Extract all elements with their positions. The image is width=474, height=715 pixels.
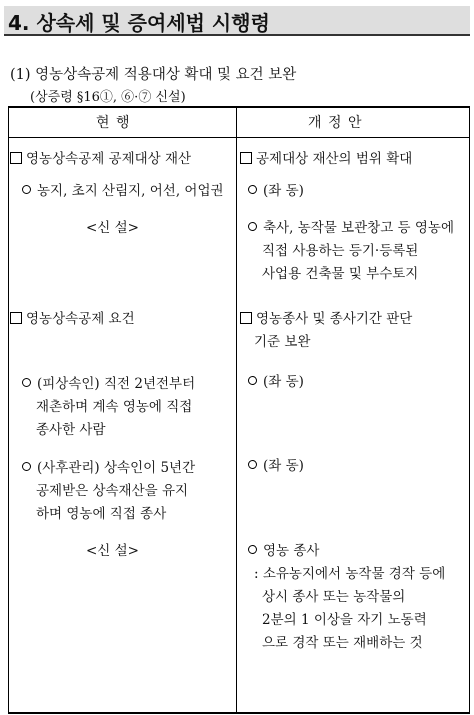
checkbox-icon	[240, 152, 252, 164]
document-title-bar	[4, 6, 470, 36]
checkbox-icon	[10, 312, 22, 324]
bullet-circle-icon	[248, 185, 257, 194]
bullet-circle-icon	[22, 378, 31, 387]
header-proposed: 개 정 안	[308, 115, 363, 131]
comparison-table	[8, 106, 470, 714]
current-item1-sub: 농지, 초지 산림지, 어선, 어업권	[22, 180, 224, 202]
proposed-item2-new-line1: : 소유농지에서 농작물 경작 등에	[254, 566, 446, 582]
proposed-item2-new-line3: 2분의 1 이상을 자기 노동력	[262, 612, 427, 628]
section-heading: (1) 영농상속공제 적용대상 확대 및 요건 보완	[10, 67, 297, 83]
table-border-left	[8, 108, 9, 712]
current-item2-sub1-line3: 종사한 사람	[36, 422, 106, 438]
document-title: 4. 상속세 및 증여세법 시행령	[8, 11, 270, 35]
current-item2-sub1-line2: 재촌하며 계속 영농에 직접	[36, 399, 193, 415]
current-item2-new: <신 설>	[86, 543, 139, 559]
current-item1-title: 영농상속공제 공제대상 재산	[10, 148, 191, 170]
table-border-right	[469, 108, 470, 712]
proposed-item2-new-line4: 으로 경작 또는 재배하는 것	[262, 635, 423, 651]
bullet-circle-icon	[248, 545, 257, 554]
current-item1-new: <신 설>	[86, 220, 139, 236]
current-item2-sub2: (사후관리) 상속인이 5년간	[22, 457, 195, 479]
checkbox-icon	[240, 312, 252, 324]
bullet-circle-icon	[248, 460, 257, 469]
section-subheading: (상증령 §16①, ⑥·⑦ 신설)	[30, 90, 186, 105]
current-item2-sub1: (피상속인) 직전 2년전부터	[22, 373, 195, 395]
bullet-circle-icon	[22, 462, 31, 471]
proposed-item1-title: 공제대상 재산의 범위 확대	[240, 148, 412, 170]
current-item2-sub2-line2: 공제받은 상속재산을 유지	[36, 483, 189, 499]
checkbox-icon	[10, 152, 22, 164]
header-current: 현 행	[96, 115, 131, 131]
proposed-item2-new-title: 영농 종사	[248, 540, 319, 562]
bullet-circle-icon	[22, 185, 31, 194]
proposed-item1-same: (좌 동)	[248, 180, 304, 202]
current-item2-title: 영농상속공제 요건	[10, 308, 135, 330]
header-divider	[8, 137, 470, 138]
column-divider	[236, 108, 237, 712]
proposed-item2-title-line2: 기준 보완	[254, 334, 311, 350]
proposed-item1-add: 축사, 농작물 보관창고 등 영농에	[248, 217, 454, 239]
proposed-item1-add-line2: 직접 사용하는 등기·등록된	[262, 243, 419, 259]
proposed-item2-same2: (좌 동)	[248, 455, 304, 477]
proposed-item1-add-line3: 사업용 건축물 및 부수토지	[262, 266, 419, 282]
current-item2-sub2-line3: 하며 영농에 직접 종사	[36, 506, 167, 522]
proposed-item2-same1: (좌 동)	[248, 371, 304, 393]
proposed-item2-new-line2: 상시 종사 또는 농작물의	[262, 589, 406, 605]
proposed-item2-title: 영농종사 및 종사기간 판단	[240, 308, 412, 330]
bullet-circle-icon	[248, 222, 257, 231]
bullet-circle-icon	[248, 376, 257, 385]
